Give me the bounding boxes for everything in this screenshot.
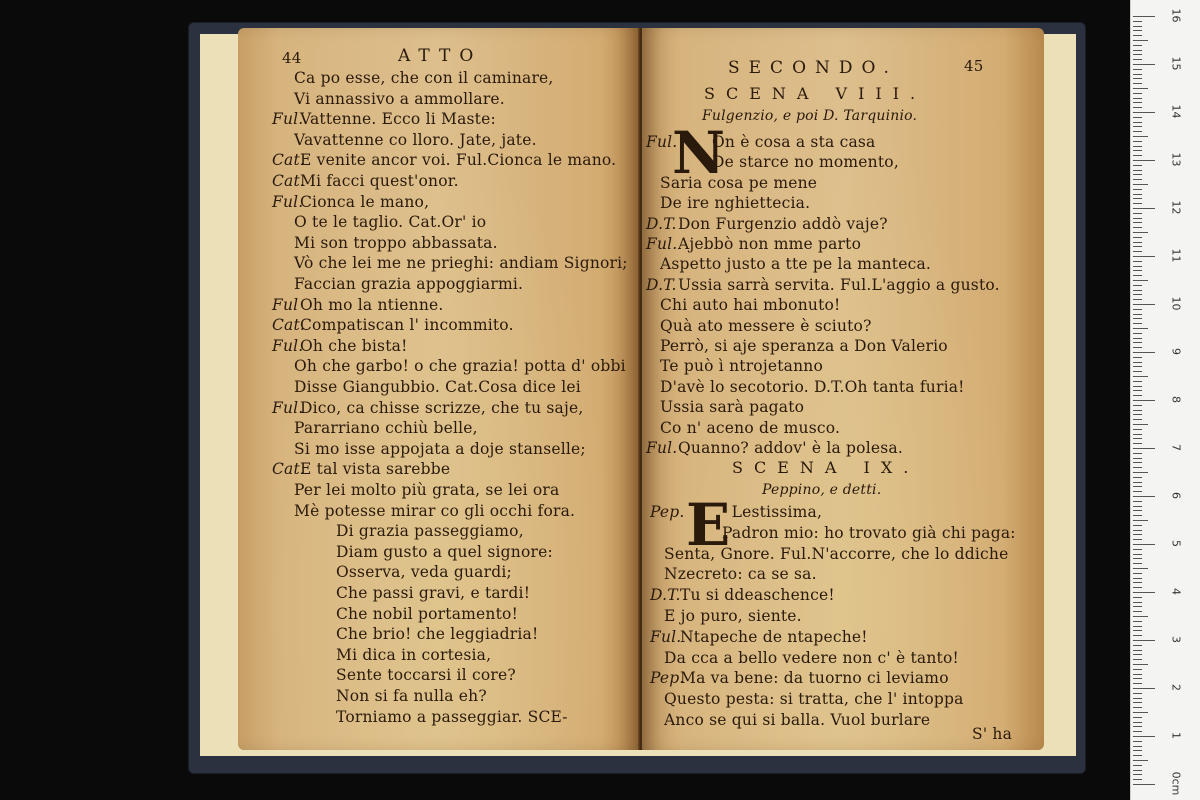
ruler-tick [1133,621,1142,622]
ruler-tick [1133,107,1142,108]
ruler-tick [1133,59,1142,60]
ruler-tick [1133,534,1142,535]
ruler-tick [1133,136,1148,137]
text-line: Nzecreto: ca se sa. [664,565,817,584]
ruler-tick [1133,698,1142,699]
ruler-tick [1133,126,1142,127]
ruler-tick [1133,366,1142,367]
text-line: Pararriano cchiù belle, [294,419,478,438]
ruler-tick [1133,640,1155,641]
ruler-tick [1133,102,1142,103]
text-line: Dico, ca chisse scrizze, che tu saje, [300,398,584,417]
text-line: E jo puro, siente. [664,607,802,625]
ruler-tick [1133,21,1142,22]
text-line: Aspetto justo a tte pe la manteca. [660,255,932,274]
ruler-tick [1133,357,1142,358]
speaker-label: Cat. [272,316,306,335]
ruler-tick [1133,539,1142,540]
ruler-tick [1133,467,1142,468]
ruler-tick [1133,381,1142,382]
ruler-tick [1133,630,1142,631]
ruler-tick [1133,275,1142,276]
ruler-tick [1133,280,1148,281]
ruler-tick [1133,93,1142,94]
right-page [642,28,1044,750]
ruler-tick [1133,458,1142,459]
text-line: Ajebbò non mme parto [678,235,862,253]
text-line: Te può ì ntrojetanno [660,357,823,376]
text-line: Tu si ddeaschence! [680,586,835,605]
ruler-tick [1133,515,1142,516]
ruler-tick [1133,683,1142,684]
ruler-tick [1133,333,1142,334]
ruler-tick [1133,285,1142,286]
ruler-tick [1133,597,1142,598]
ruler-tick [1133,750,1142,751]
ruler-tick [1133,309,1142,310]
ruler-tick [1133,141,1142,142]
ruler-label: 3 [1169,636,1183,643]
ruler-tick [1133,227,1142,228]
text-line: Oh che bista! [300,336,408,355]
ruler-tick [1133,266,1142,267]
ruler-tick [1133,208,1155,209]
ruler-label: 1 [1169,732,1183,739]
text-line: Che brio! che leggiadria! [336,625,539,644]
ruler-tick [1133,400,1155,401]
ruler-tick [1133,222,1142,223]
ruler-tick [1133,554,1142,555]
ruler-tick [1133,78,1142,79]
ruler-tick [1133,395,1142,396]
text-line: Ussia sarrà servita. Ful.L'aggio a gusto. [678,275,1000,294]
ruler-tick [1133,736,1155,737]
running-head-right: SECONDO. [728,58,898,78]
ruler-tick [1133,155,1142,156]
ruler-tick [1133,472,1148,473]
text-line: Da cca a bello vedere non c' è tanto! [664,648,959,667]
text-line: Cionca le mano, [300,192,430,211]
ruler-tick [1133,50,1142,51]
ruler-tick [1133,45,1142,46]
ruler-tick [1133,338,1142,339]
ruler-tick [1133,174,1142,175]
ruler-tick [1133,246,1142,247]
ruler-tick [1133,270,1142,271]
ruler-tick [1133,544,1155,545]
ruler-tick [1133,328,1148,329]
speaker-label: Pep. [650,669,685,688]
ruler-tick [1133,232,1148,233]
speaker-label: Cat. [272,460,306,479]
catchword: S' ha [972,725,1013,743]
ruler-label: 11 [1169,248,1183,263]
ruler-tick [1133,218,1142,219]
ruler-tick [1133,635,1142,636]
text-line: E tal vista sarebbe [300,460,451,479]
ruler-tick [1133,203,1142,204]
text-line: Senta, Gnore. Ful.N'accorre, che lo ddiche [664,544,1009,563]
speaker-label: Ful. [272,336,304,355]
text-line: Osserva, veda guardi; [336,563,512,582]
ruler-tick [1133,299,1142,300]
text-line: Torniamo a passeggiar. SCE- [336,707,568,726]
speaker-label: Ful. [650,627,682,646]
text-line: Ussia sarà pagato [660,398,805,417]
page-number-left: 44 [282,49,302,67]
ruler-tick [1133,165,1142,166]
ruler-tick [1133,150,1142,151]
ruler-label: 15 [1169,56,1183,71]
ruler-tick [1133,448,1155,449]
ruler-tick [1133,506,1142,507]
ruler-tick [1133,443,1142,444]
ruler-tick [1133,611,1142,612]
ruler-tick [1133,251,1142,252]
text-line: Per lei molto più grata, se lei ora [294,481,560,499]
speaker-label: Ful. [646,235,678,253]
text-line: Questo pesta: si tratta, che l' intoppa [664,690,964,709]
text-line: Ntapeche de ntapeche! [680,627,868,646]
ruler-tick [1133,558,1142,559]
ruler-tick [1133,318,1142,319]
text-line: On è cosa a sta casa [712,133,876,151]
ruler-tick [1133,131,1142,132]
ruler-tick [1133,26,1142,27]
text-line: E venite ancor voi. Ful.Cionca le mano. [300,151,617,170]
ruler-tick [1133,616,1148,617]
text-line: O te le taglio. Cat.Or' io [294,213,487,232]
ruler-tick [1133,30,1142,31]
ruler-tick [1133,626,1142,627]
ruler-label: 10 [1169,296,1183,311]
speaker-label: D.T. [646,214,677,233]
speaker-label: Cat. [272,172,306,190]
ruler-label: 14 [1169,104,1183,119]
ruler-tick [1133,707,1142,708]
ruler-tick [1133,69,1142,70]
ruler-tick [1133,160,1155,161]
text-line: Che passi gravi, e tardi! [336,584,531,602]
speaker-label: D.T. [650,586,681,605]
left-page [238,28,640,750]
ruler-tick [1133,573,1142,574]
text-line: Don Furgenzio addò vaje? [678,214,888,233]
speaker-label: Ful. [272,192,304,211]
ruler-tick [1133,486,1142,487]
text-line: Chi auto hai mbonuto! [660,296,841,315]
text-line: Ma va bene: da tuorno ci leviamo [680,669,949,688]
text-line: Di grazia passeggiamo, [336,522,524,541]
ruler-tick [1133,434,1142,435]
ruler-tick [1133,549,1142,550]
ruler-tick [1133,731,1142,732]
ruler-tick [1133,410,1142,411]
ruler-tick [1133,35,1142,36]
text-line: Mi dica in cortesia, [336,645,492,664]
text-line: Quanno? addov' è la polesa. [678,439,903,457]
ruler-tick [1133,525,1142,526]
text-line: Vavattenne co lloro. Jate, jate. [294,130,537,149]
ruler-tick [1133,376,1148,377]
ruler-tick [1133,702,1142,703]
ruler-tick [1133,520,1148,521]
ruler-label: 5 [1169,540,1183,547]
ruler-tick [1133,256,1155,257]
ruler-tick [1133,726,1142,727]
ruler-tick [1133,290,1142,291]
ruler-tick [1133,170,1142,171]
text-line: Ca po esse, che con il caminare, [294,69,554,87]
running-head-left: ATTO [398,46,483,66]
ruler-tick [1133,198,1142,199]
scene-cast-9: Peppino, e detti. [762,482,882,498]
ruler-tick [1133,501,1142,502]
text-line: Mi facci quest'onor. [300,172,459,190]
speaker-label: Cat. [272,151,306,170]
ruler-tick [1133,237,1142,238]
measuring-ruler [1130,0,1200,800]
ruler-tick [1133,482,1142,483]
ruler-tick [1133,717,1142,718]
text-line: Oh mo la ntienne. [300,295,444,314]
ruler-tick [1133,592,1155,593]
ruler-tick [1133,765,1142,766]
ruler-label: 2 [1169,684,1183,691]
ruler-tick [1133,117,1142,118]
ruler-tick [1133,606,1142,607]
speaker-label: Ful. [646,439,678,457]
speaker-label: Ful. [646,133,678,151]
ruler-tick [1133,54,1142,55]
drop-cap-n: N [672,119,726,187]
ruler-label: 0cm [1169,771,1183,796]
text-line: De starce no momento, [712,153,899,172]
ruler-tick [1133,755,1142,756]
ruler-label: 16 [1169,8,1183,23]
ruler-tick [1133,122,1142,123]
ruler-tick [1133,314,1142,315]
ruler-tick [1133,779,1142,780]
ruler-tick [1133,510,1142,511]
ruler-tick [1133,477,1142,478]
ruler-tick [1133,40,1148,41]
ruler-tick [1133,83,1142,84]
ruler-tick [1133,294,1142,295]
ruler-tick [1133,347,1142,348]
ruler-tick [1133,678,1142,679]
text-line: Oh che garbo! o che grazia! potta d' obbi [294,357,626,376]
ruler-tick [1133,16,1155,17]
text-line: Anco se qui si balla. Vuol burlare [664,711,931,729]
ruler-tick [1133,650,1142,651]
ruler-tick [1133,722,1142,723]
ruler-tick [1133,770,1142,771]
text-line: Saria cosa pe mene [660,173,818,192]
ruler-tick [1133,74,1142,75]
text-line: Compatiscan l' incommito. [300,316,514,335]
ruler-tick [1133,146,1142,147]
ruler-tick [1133,323,1142,324]
speaker-label: Ful [272,295,299,314]
ruler-tick [1133,405,1142,406]
ruler-tick [1133,712,1148,713]
ruler-tick [1133,496,1155,497]
ruler-tick [1133,741,1142,742]
ruler-tick [1133,674,1142,675]
ruler-tick [1133,352,1155,353]
ruler-tick [1133,746,1142,747]
text-line: ' Lestissima, [722,503,823,521]
ruler-tick [1133,693,1142,694]
text-line: Si mo isse appojata a doje stanselle; [294,439,586,458]
ruler-tick [1133,563,1142,564]
ruler-tick [1133,645,1142,646]
ruler-tick [1133,429,1142,430]
text-line: Faccian grazia appoggiarmi. [294,275,524,293]
text-line: Che nobil portamento! [336,604,518,623]
text-line: Diam gusto a quel signore: [336,542,553,561]
scene-title-8: SCENA VIII. [704,84,927,103]
ruler-tick [1133,578,1142,579]
ruler-tick [1133,386,1142,387]
ruler-tick [1133,112,1155,113]
text-line: Non si fa nulla eh? [336,687,487,705]
ruler-label: 9 [1169,348,1183,355]
text-line: Co n' aceno de musco. [660,418,841,437]
ruler-tick [1133,64,1155,65]
text-line: Mi son troppo abbassata. [294,233,498,252]
speaker-label: Ful. [272,398,304,417]
ruler-tick [1133,568,1148,569]
ruler-tick [1133,784,1155,785]
ruler-tick [1133,194,1142,195]
text-line: D'avè lo secotorio. D.T.Oh tanta furia! [660,377,965,396]
ruler-label: 8 [1169,396,1183,403]
ruler-tick [1133,304,1155,305]
ruler-tick [1133,760,1148,761]
ruler-label: 7 [1169,444,1183,451]
ruler-tick [1133,491,1142,492]
ruler-tick [1133,774,1142,775]
text-line: Disse Giangubbio. Cat.Cosa dice lei [294,378,581,396]
ruler-tick [1133,582,1142,583]
ruler-tick [1133,342,1142,343]
ruler-tick [1133,414,1142,415]
text-line: Vattenne. Ecco li Maste: [300,110,496,129]
ruler-tick [1133,602,1142,603]
ruler-tick [1133,390,1142,391]
ruler-tick [1133,659,1142,660]
ruler-tick [1133,213,1142,214]
ruler-tick [1133,362,1142,363]
ruler-tick [1133,688,1155,689]
ruler-label: 4 [1169,588,1183,595]
ruler-tick [1133,424,1148,425]
text-line: Perrò, si aje speranza a Don Valerio [660,337,948,355]
ruler-tick [1133,88,1148,89]
ruler-tick [1133,462,1142,463]
ruler-tick [1133,438,1142,439]
speaker-label: Ful. [272,110,304,129]
ruler-tick [1133,371,1142,372]
text-line: Mè potesse mirar co gli occhi fora. [294,501,576,520]
ruler-tick [1133,98,1142,99]
ruler-tick [1133,664,1148,665]
ruler-tick [1133,179,1142,180]
scene-title-9: SCENA IX. [732,458,920,477]
text-line: De ire nghiettecia. [660,194,811,213]
ruler-tick [1133,184,1148,185]
text-line: Vò che lei me ne prieghi: andiam Signori; [294,254,628,273]
ruler-label: 6 [1169,492,1183,499]
ruler-label: 13 [1169,152,1183,167]
ruler-tick [1133,530,1142,531]
ruler-label: 12 [1169,200,1183,215]
ruler-tick [1133,419,1142,420]
speaker-label: Pep. [650,503,685,521]
ruler-tick [1133,261,1142,262]
ruler-tick [1133,189,1142,190]
text-line: Sente toccarsi il core? [336,666,516,685]
text-line: Vi annassivo a ammollare. [294,89,505,108]
ruler-tick [1133,654,1142,655]
drop-cap-e: E [686,491,731,559]
ruler-tick [1133,242,1142,243]
ruler-tick [1133,669,1142,670]
ruler-tick [1133,587,1142,588]
text-line: Padron mio: ho trovato già chi paga: [722,523,1016,542]
scene-cast-8: Fulgenzio, e poi D. Tarquinio. [702,108,918,124]
speaker-label: D.T. [646,275,677,294]
text-line: Quà ato messere è sciuto? [660,316,872,335]
page-number-right: 45 [964,57,984,75]
ruler-tick [1133,453,1142,454]
